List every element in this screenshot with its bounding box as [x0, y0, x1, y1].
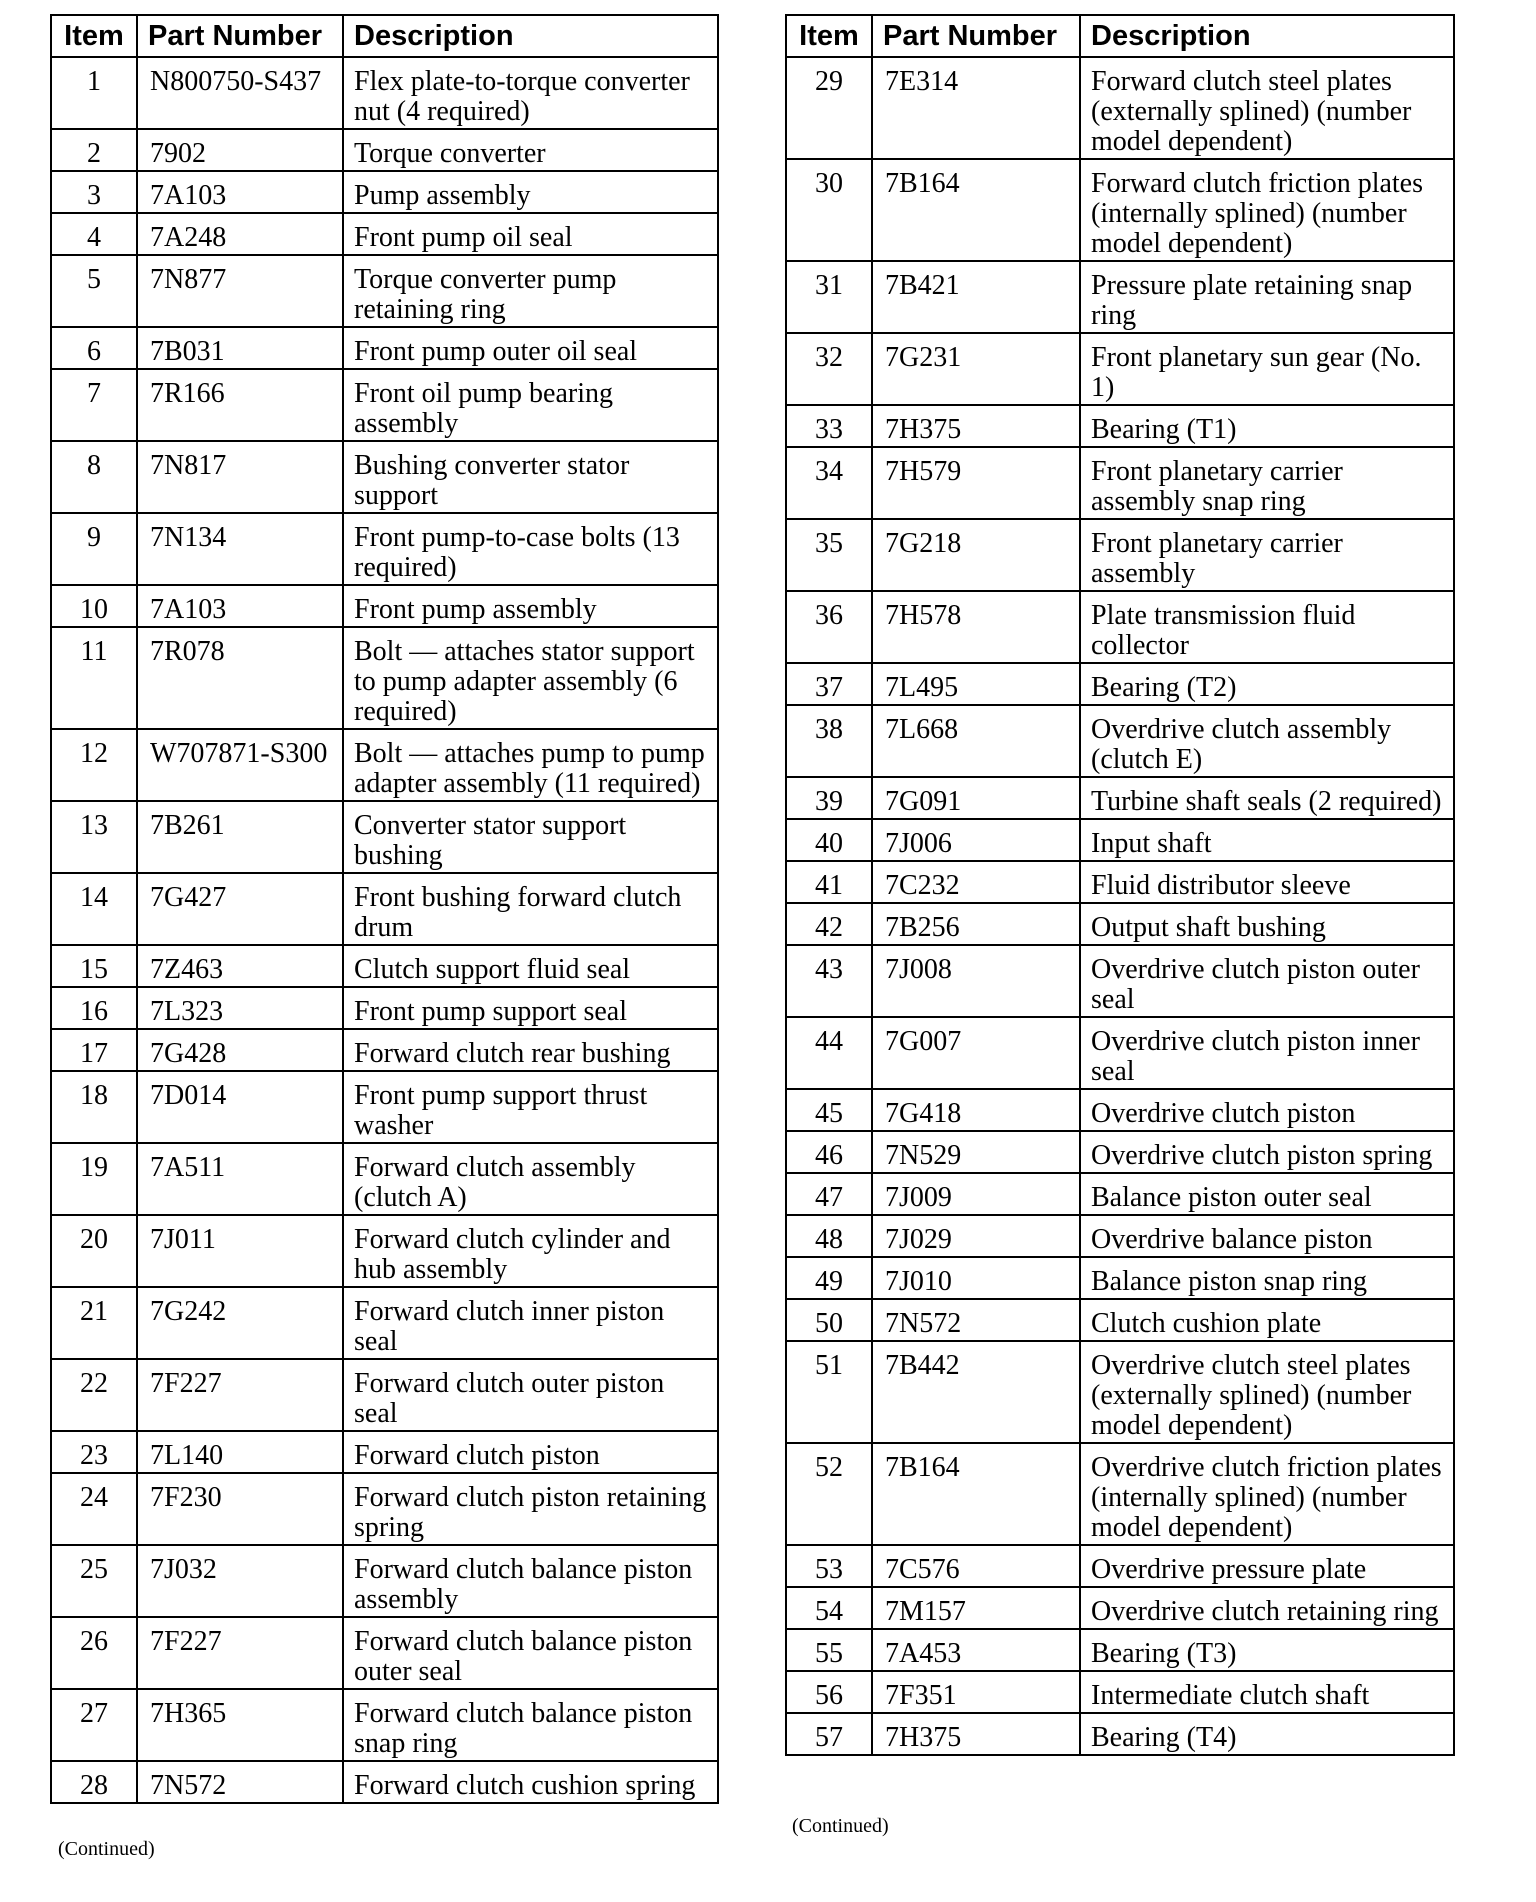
item-number: 57 — [786, 1713, 872, 1755]
part-number: 7G418 — [872, 1089, 1080, 1131]
part-number: 7A511 — [137, 1143, 343, 1215]
table-row — [786, 57, 1454, 159]
part-description: Front planetary carrier assembly snap ring — [1080, 447, 1454, 519]
table-row — [51, 129, 718, 171]
table-row — [51, 801, 718, 873]
item-number: 38 — [786, 705, 872, 777]
part-description: Turbine shaft seals (2 required) — [1080, 777, 1454, 819]
item-number: 42 — [786, 903, 872, 945]
parts-table-right — [785, 14, 1455, 1756]
table-row — [51, 729, 718, 801]
item-number: 16 — [51, 987, 137, 1029]
item-number: 53 — [786, 1545, 872, 1587]
part-description: Overdrive clutch retaining ring — [1080, 1587, 1454, 1629]
part-description: Forward clutch balance piston assembly — [343, 1545, 718, 1617]
table-row — [786, 1443, 1454, 1545]
part-number: 7A103 — [137, 171, 343, 213]
part-number: 7N817 — [137, 441, 343, 513]
part-description: Balance piston outer seal — [1080, 1173, 1454, 1215]
part-number: 7C576 — [872, 1545, 1080, 1587]
part-description: Overdrive clutch steel plates (externally splined) (number model dependent) — [1080, 1341, 1454, 1443]
part-description: Output shaft bushing — [1080, 903, 1454, 945]
header-row — [786, 15, 1454, 57]
item-number: 54 — [786, 1587, 872, 1629]
item-number: 52 — [786, 1443, 872, 1545]
item-number: 50 — [786, 1299, 872, 1341]
part-description: Torque converter pump retaining ring — [343, 255, 718, 327]
table-row — [786, 819, 1454, 861]
part-number: 7G242 — [137, 1287, 343, 1359]
table-row — [786, 405, 1454, 447]
part-description: Overdrive clutch piston outer seal — [1080, 945, 1454, 1017]
part-description: Bearing (T2) — [1080, 663, 1454, 705]
table-row — [786, 1629, 1454, 1671]
part-description: Overdrive clutch piston inner seal — [1080, 1017, 1454, 1089]
item-number: 2 — [51, 129, 137, 171]
table-row — [51, 1431, 718, 1473]
table-row — [51, 987, 718, 1029]
part-number: 7N877 — [137, 255, 343, 327]
table-row — [786, 1131, 1454, 1173]
item-number: 45 — [786, 1089, 872, 1131]
part-description: Bearing (T1) — [1080, 405, 1454, 447]
item-number: 32 — [786, 333, 872, 405]
part-number: 7R166 — [137, 369, 343, 441]
part-number: 7G007 — [872, 1017, 1080, 1089]
part-description: Forward clutch balance piston outer seal — [343, 1617, 718, 1689]
part-description: Forward clutch rear bushing — [343, 1029, 718, 1071]
part-number: 7H579 — [872, 447, 1080, 519]
item-number: 35 — [786, 519, 872, 591]
table-row — [51, 1359, 718, 1431]
part-number: 7B031 — [137, 327, 343, 369]
part-number: 7F227 — [137, 1359, 343, 1431]
table-row — [51, 945, 718, 987]
item-number: 43 — [786, 945, 872, 1017]
item-number: 17 — [51, 1029, 137, 1071]
table-row — [786, 1299, 1454, 1341]
part-description: Pressure plate retaining snap ring — [1080, 261, 1454, 333]
part-description: Front pump assembly — [343, 585, 718, 627]
item-number: 5 — [51, 255, 137, 327]
part-description: Intermediate clutch shaft — [1080, 1671, 1454, 1713]
item-number: 7 — [51, 369, 137, 441]
table-row — [51, 1287, 718, 1359]
table-row — [51, 1617, 718, 1689]
item-number: 27 — [51, 1689, 137, 1761]
header-part-number: Part Number — [872, 15, 1080, 57]
part-description: Forward clutch assembly (clutch A) — [343, 1143, 718, 1215]
part-number: 7H365 — [137, 1689, 343, 1761]
table-row — [51, 441, 718, 513]
item-number: 31 — [786, 261, 872, 333]
parts-table-left-body — [51, 57, 718, 1803]
part-number: 7H375 — [872, 405, 1080, 447]
part-description: Front oil pump bearing assembly — [343, 369, 718, 441]
part-number: 7F351 — [872, 1671, 1080, 1713]
part-description: Forward clutch friction plates (internally splined) (number model dependent) — [1080, 159, 1454, 261]
table-row — [786, 1713, 1454, 1755]
table-row — [786, 705, 1454, 777]
table-row — [51, 873, 718, 945]
item-number: 24 — [51, 1473, 137, 1545]
item-number: 49 — [786, 1257, 872, 1299]
part-number: 7A103 — [137, 585, 343, 627]
part-description: Input shaft — [1080, 819, 1454, 861]
part-number: 7G427 — [137, 873, 343, 945]
part-number: 7B164 — [872, 159, 1080, 261]
part-number: 7J009 — [872, 1173, 1080, 1215]
part-number: 7G091 — [872, 777, 1080, 819]
table-row — [51, 171, 718, 213]
item-number: 56 — [786, 1671, 872, 1713]
part-number: 7D014 — [137, 1071, 343, 1143]
part-description: Bearing (T3) — [1080, 1629, 1454, 1671]
part-number: 7902 — [137, 129, 343, 171]
item-number: 23 — [51, 1431, 137, 1473]
header-description: Description — [1080, 15, 1454, 57]
part-description: Forward clutch cylinder and hub assembly — [343, 1215, 718, 1287]
part-description: Overdrive clutch piston spring — [1080, 1131, 1454, 1173]
item-number: 20 — [51, 1215, 137, 1287]
table-row — [51, 57, 718, 129]
item-number: 13 — [51, 801, 137, 873]
part-number: 7J011 — [137, 1215, 343, 1287]
part-number: 7A248 — [137, 213, 343, 255]
part-number: W707871-S300 — [137, 729, 343, 801]
part-number: 7G218 — [872, 519, 1080, 591]
part-description: Forward clutch piston — [343, 1431, 718, 1473]
part-description: Flex plate-to-torque converter nut (4 required) — [343, 57, 718, 129]
part-number: 7G231 — [872, 333, 1080, 405]
header-item: Item — [51, 15, 137, 57]
item-number: 28 — [51, 1761, 137, 1803]
part-description: Overdrive clutch friction plates (internally splined) (number model dependent) — [1080, 1443, 1454, 1545]
part-description: Front pump support thrust washer — [343, 1071, 718, 1143]
part-description: Bolt — attaches pump to pump adapter assembly (11 required) — [343, 729, 718, 801]
part-description: Balance piston snap ring — [1080, 1257, 1454, 1299]
part-description: Front planetary carrier assembly — [1080, 519, 1454, 591]
item-number: 48 — [786, 1215, 872, 1257]
item-number: 21 — [51, 1287, 137, 1359]
table-row — [786, 261, 1454, 333]
part-description: Forward clutch outer piston seal — [343, 1359, 718, 1431]
part-description: Overdrive balance piston — [1080, 1215, 1454, 1257]
table-row — [786, 1341, 1454, 1443]
item-number: 8 — [51, 441, 137, 513]
part-number: 7A453 — [872, 1629, 1080, 1671]
part-number: 7L323 — [137, 987, 343, 1029]
item-number: 34 — [786, 447, 872, 519]
item-number: 26 — [51, 1617, 137, 1689]
table-row — [51, 369, 718, 441]
part-number: 7B442 — [872, 1341, 1080, 1443]
table-row — [786, 1587, 1454, 1629]
part-number: N800750-S437 — [137, 57, 343, 129]
part-description: Forward clutch balance piston snap ring — [343, 1689, 718, 1761]
parts-table-left — [50, 14, 719, 1804]
part-description: Pump assembly — [343, 171, 718, 213]
item-number: 22 — [51, 1359, 137, 1431]
part-description: Forward clutch steel plates (externally splined) (number model dependent) — [1080, 57, 1454, 159]
item-number: 46 — [786, 1131, 872, 1173]
item-number: 12 — [51, 729, 137, 801]
item-number: 37 — [786, 663, 872, 705]
item-number: 25 — [51, 1545, 137, 1617]
parts-table-right-body — [786, 57, 1454, 1755]
item-number: 9 — [51, 513, 137, 585]
table-row — [786, 1257, 1454, 1299]
part-number: 7E314 — [872, 57, 1080, 159]
table-row — [786, 159, 1454, 261]
item-number: 33 — [786, 405, 872, 447]
part-number: 7B164 — [872, 1443, 1080, 1545]
part-description: Front bushing forward clutch drum — [343, 873, 718, 945]
item-number: 47 — [786, 1173, 872, 1215]
item-number: 36 — [786, 591, 872, 663]
table-row — [786, 519, 1454, 591]
part-description: Clutch support fluid seal — [343, 945, 718, 987]
part-number: 7L668 — [872, 705, 1080, 777]
header-item: Item — [786, 15, 872, 57]
table-row — [51, 1143, 718, 1215]
item-number: 18 — [51, 1071, 137, 1143]
part-number: 7L140 — [137, 1431, 343, 1473]
table-row — [786, 945, 1454, 1017]
part-description: Clutch cushion plate — [1080, 1299, 1454, 1341]
item-number: 19 — [51, 1143, 137, 1215]
table-row — [786, 447, 1454, 519]
part-number: 7J010 — [872, 1257, 1080, 1299]
part-number: 7N529 — [872, 1131, 1080, 1173]
part-number: 7B256 — [872, 903, 1080, 945]
header-description: Description — [343, 15, 718, 57]
part-number: 7L495 — [872, 663, 1080, 705]
part-number: 7F227 — [137, 1617, 343, 1689]
part-number: 7B421 — [872, 261, 1080, 333]
part-description: Converter stator support bushing — [343, 801, 718, 873]
item-number: 3 — [51, 171, 137, 213]
part-number: 7C232 — [872, 861, 1080, 903]
part-number: 7N572 — [872, 1299, 1080, 1341]
part-number: 7N572 — [137, 1761, 343, 1803]
table-row — [51, 1215, 718, 1287]
item-number: 30 — [786, 159, 872, 261]
part-number: 7H375 — [872, 1713, 1080, 1755]
part-description: Plate transmission fluid collector — [1080, 591, 1454, 663]
item-number: 44 — [786, 1017, 872, 1089]
table-row — [51, 627, 718, 729]
table-row — [51, 585, 718, 627]
item-number: 40 — [786, 819, 872, 861]
table-row — [786, 1017, 1454, 1089]
item-number: 1 — [51, 57, 137, 129]
part-description: Forward clutch inner piston seal — [343, 1287, 718, 1359]
table-row — [51, 1473, 718, 1545]
table-row — [51, 327, 718, 369]
table-row — [786, 591, 1454, 663]
part-number: 7R078 — [137, 627, 343, 729]
part-description: Bearing (T4) — [1080, 1713, 1454, 1755]
part-number: 7M157 — [872, 1587, 1080, 1629]
table-row — [786, 861, 1454, 903]
table-row — [51, 213, 718, 255]
table-row — [51, 1029, 718, 1071]
part-description: Bushing converter stator support — [343, 441, 718, 513]
part-description: Overdrive clutch piston — [1080, 1089, 1454, 1131]
part-description: Fluid distributor sleeve — [1080, 861, 1454, 903]
part-number: 7F230 — [137, 1473, 343, 1545]
part-number: 7H578 — [872, 591, 1080, 663]
item-number: 10 — [51, 585, 137, 627]
part-description: Front pump support seal — [343, 987, 718, 1029]
item-number: 39 — [786, 777, 872, 819]
item-number: 55 — [786, 1629, 872, 1671]
header-row — [51, 15, 718, 57]
table-row — [51, 1545, 718, 1617]
continued-note-left: (Continued) — [58, 1838, 155, 1860]
part-description: Front planetary sun gear (No. 1) — [1080, 333, 1454, 405]
table-row — [51, 1071, 718, 1143]
part-description: Forward clutch cushion spring — [343, 1761, 718, 1803]
part-description: Overdrive pressure plate — [1080, 1545, 1454, 1587]
part-description: Overdrive clutch assembly (clutch E) — [1080, 705, 1454, 777]
item-number: 14 — [51, 873, 137, 945]
item-number: 41 — [786, 861, 872, 903]
part-number: 7G428 — [137, 1029, 343, 1071]
table-row — [51, 513, 718, 585]
part-number: 7B261 — [137, 801, 343, 873]
table-row — [51, 1761, 718, 1803]
part-description: Bolt — attaches stator support to pump adapter assembly (6 required) — [343, 627, 718, 729]
table-row — [786, 1215, 1454, 1257]
item-number: 4 — [51, 213, 137, 255]
table-row — [51, 1689, 718, 1761]
part-number: 7J029 — [872, 1215, 1080, 1257]
part-description: Front pump oil seal — [343, 213, 718, 255]
part-number: 7N134 — [137, 513, 343, 585]
table-row — [786, 1173, 1454, 1215]
part-number: 7Z463 — [137, 945, 343, 987]
part-number: 7J006 — [872, 819, 1080, 861]
part-description: Torque converter — [343, 129, 718, 171]
table-row — [786, 1671, 1454, 1713]
part-description: Front pump-to-case bolts (13 required) — [343, 513, 718, 585]
item-number: 51 — [786, 1341, 872, 1443]
part-description: Forward clutch piston retaining spring — [343, 1473, 718, 1545]
item-number: 15 — [51, 945, 137, 987]
table-row — [51, 255, 718, 327]
part-number: 7J008 — [872, 945, 1080, 1017]
item-number: 6 — [51, 327, 137, 369]
part-description: Front pump outer oil seal — [343, 327, 718, 369]
item-number: 11 — [51, 627, 137, 729]
table-row — [786, 777, 1454, 819]
part-number: 7J032 — [137, 1545, 343, 1617]
item-number: 29 — [786, 57, 872, 159]
continued-note-right: (Continued) — [792, 1815, 889, 1837]
table-row — [786, 903, 1454, 945]
table-row — [786, 1089, 1454, 1131]
table-row — [786, 663, 1454, 705]
table-row — [786, 1545, 1454, 1587]
table-row — [786, 333, 1454, 405]
header-part-number: Part Number — [137, 15, 343, 57]
